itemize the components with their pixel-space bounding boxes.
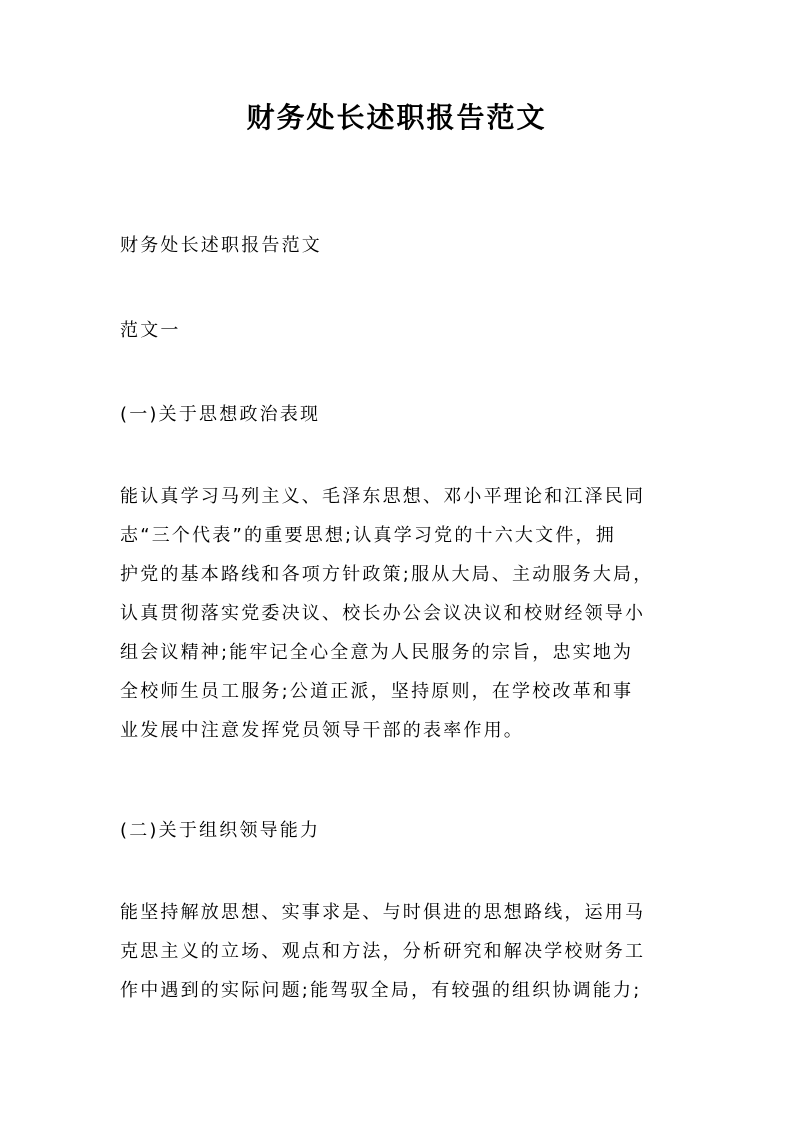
paragraph-line: 组会议精神;能牢记全心全意为人民服务的宗旨，忠实地为 — [120, 642, 634, 663]
paragraph-line: 业发展中注意发挥党员领导干部的表率作用。 — [120, 720, 524, 741]
document-subtitle: 财务处长述职报告范文 — [120, 235, 322, 256]
paragraph-line: 护党的基本路线和各项方针政策;服从大局、主动服务大局， — [120, 564, 654, 585]
paragraph-1 — [120, 477, 680, 750]
paragraph-line: 作中遇到的实际问题;能驾驭全局，有较强的组织协调能力; — [120, 980, 642, 1001]
section-heading-2: (二)关于组织领导能力 — [120, 820, 321, 841]
paragraph-line: 认真贯彻落实党委决议、校长办公会议决议和校财经领导小 — [120, 603, 646, 624]
section-label: 范文一 — [120, 320, 181, 341]
section-heading-1: (一)关于思想政治表现 — [120, 404, 321, 425]
document-title: 财务处长述职报告范文 — [246, 101, 547, 134]
paragraph-line: 克思主义的立场、观点和方法，分析研究和解决学校财务工 — [120, 941, 646, 962]
paragraph-line: 志“三个代表”的重要思想;认真学习党的十六大文件，拥 — [120, 525, 616, 546]
paragraph-line: 全校师生员工服务;公道正派，坚持原则，在学校改革和事 — [120, 681, 634, 702]
paragraph-line: 能认真学习马列主义、毛泽东思想、邓小平理论和江泽民同 — [120, 486, 646, 507]
paragraph-line: 能坚持解放思想、实事求是、与时俱进的思想路线，运用马 — [120, 902, 646, 923]
paragraph-2 — [120, 893, 680, 1010]
